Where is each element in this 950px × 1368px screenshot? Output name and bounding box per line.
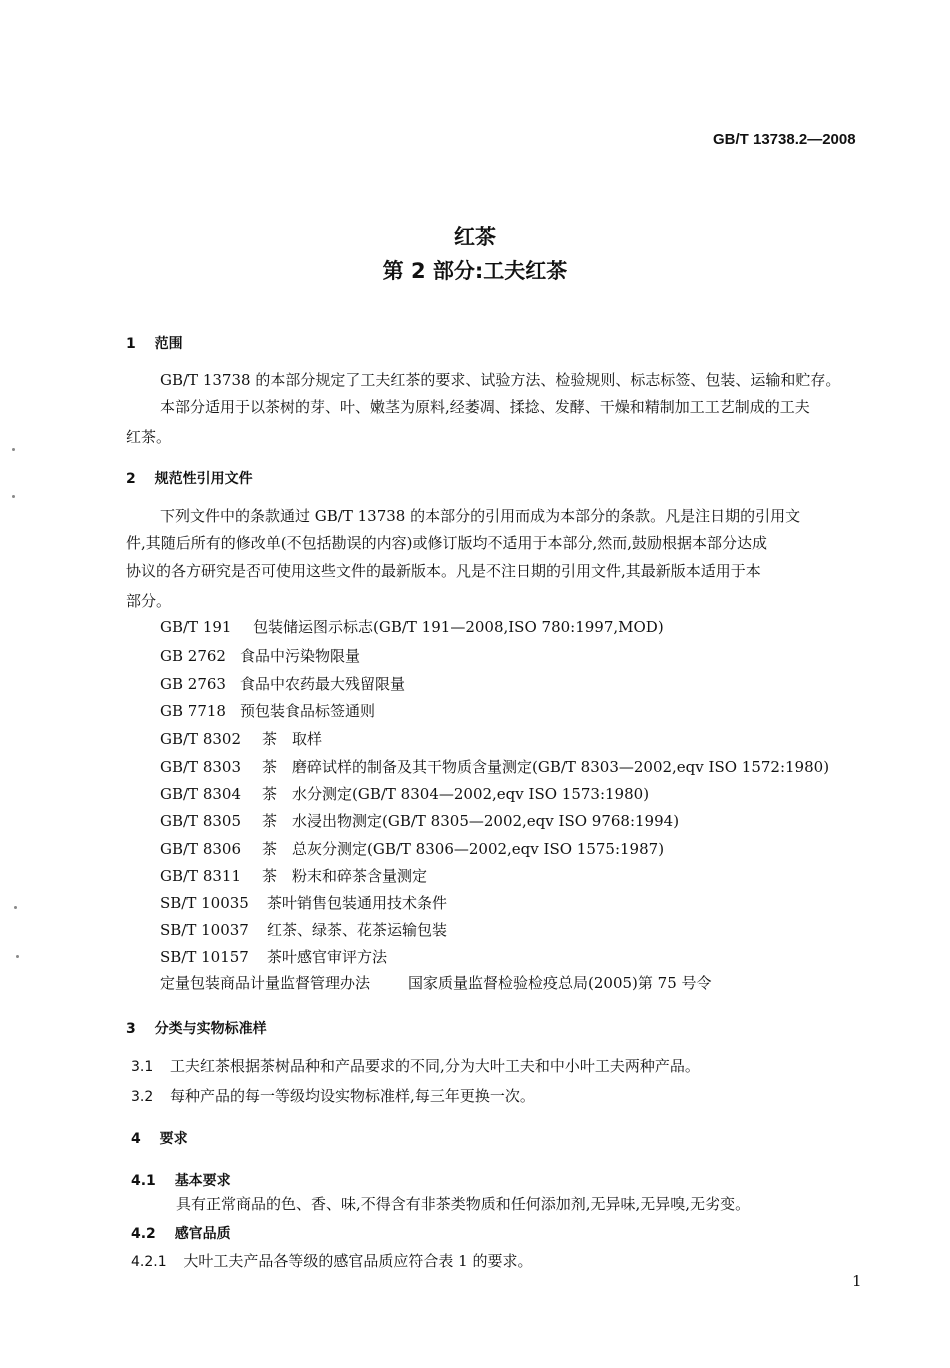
- reference-item: [160, 865, 427, 886]
- reference-code: GB 2763: [160, 675, 226, 693]
- title-line-2: 第 2 部分:工夫红茶: [382, 259, 568, 283]
- section-title: 范围: [154, 336, 183, 352]
- clause-3-2: [131, 1085, 535, 1106]
- reference-code: SB/T 10035: [160, 894, 249, 912]
- section-title: 分类与实物标准样: [154, 1021, 267, 1037]
- clause-4-2-1: [131, 1250, 533, 1271]
- paragraph: GB/T 13738 的本部分规定了工夫红茶的要求、试验方法、检验规则、标志标签、包装、运输和贮存。: [160, 371, 841, 389]
- reference-item: [160, 616, 664, 637]
- reference-code: GB 7718: [160, 702, 226, 720]
- reference-title: 预包装食品标签通则: [240, 702, 376, 720]
- subsection-number: 4.1: [131, 1173, 156, 1189]
- section-2-heading: [126, 468, 253, 488]
- reference-title: 茶 总灰分测定(GB/T 8306—2002,eqv ISO 1575:1987): [262, 840, 665, 858]
- section-3-heading: [126, 1018, 267, 1038]
- reference-code: SB/T 10037: [160, 921, 249, 939]
- reference-item: [160, 728, 322, 749]
- reference-item: [160, 838, 664, 859]
- reference-item: [160, 946, 387, 967]
- section-number: 4: [131, 1131, 141, 1147]
- reference-title: 红茶、绿茶、花茶运输包装: [267, 921, 448, 939]
- reference-item: [160, 645, 360, 666]
- clause-number: 3.2: [131, 1089, 154, 1105]
- scan-speck: [12, 448, 15, 451]
- paragraph: 具有正常商品的色、香、味,不得含有非茶类物质和任何添加剂,无异味,无异嗅,无劣变。: [176, 1195, 751, 1213]
- reference-title: 茶叶感官审评方法: [267, 948, 388, 966]
- subsection-title: 基本要求: [174, 1173, 231, 1189]
- reference-title: 茶叶销售包装通用技术条件: [267, 894, 448, 912]
- subsection-4-1-heading: [131, 1170, 231, 1190]
- reference-title: 食品中污染物限量: [240, 647, 361, 665]
- clause-text: 工夫红茶根据茶树品种和产品要求的不同,分为大叶工夫和中小叶工夫两种产品。: [170, 1057, 700, 1075]
- section-4-heading: [131, 1128, 188, 1148]
- reference-code: GB/T 8306: [160, 840, 242, 858]
- standard-number: GB/T 13738.2—2008: [713, 131, 856, 148]
- reference-code: SB/T 10157: [160, 948, 249, 966]
- subsection-number: 4.2: [131, 1226, 156, 1242]
- clause-3-1: [131, 1055, 700, 1076]
- reference-item: [160, 783, 649, 804]
- reference-code: GB/T 8303: [160, 758, 242, 776]
- paragraph: 本部分适用于以茶树的芽、叶、嫩茎为原料,经萎凋、揉捻、发酵、干燥和精制加工工艺制成的工夫: [160, 398, 810, 416]
- scan-speck: [12, 495, 15, 498]
- reference-title: 包装储运图示标志(GB/T 191—2008,ISO 780:1997,MOD): [253, 618, 664, 636]
- reference-code: GB/T 8302: [160, 730, 242, 748]
- reference-title: 茶 取样: [262, 730, 323, 748]
- reference-title: 茶 水浸出物测定(GB/T 8305—2002,eqv ISO 9768:1994): [262, 812, 680, 830]
- subsection-title: 感官品质: [174, 1226, 231, 1242]
- scan-speck: [14, 906, 17, 909]
- section-1-heading: [126, 333, 183, 353]
- section-number: 1: [126, 336, 136, 352]
- reference-item: [160, 700, 375, 721]
- reference-code: GB/T 8304: [160, 785, 242, 803]
- clause-number: 4.2.1: [131, 1254, 167, 1270]
- reference-item: [160, 919, 447, 940]
- clause-number: 3.1: [131, 1059, 154, 1075]
- reference-item: [160, 673, 405, 694]
- scan-speck: [16, 955, 19, 958]
- reference-item: [160, 892, 447, 913]
- clause-text: 每种产品的每一等级均设实物标准样,每三年更换一次。: [170, 1087, 535, 1105]
- paragraph: 红茶。: [126, 428, 172, 446]
- reference-code: GB/T 8305: [160, 812, 242, 830]
- clause-text: 大叶工夫产品各等级的感官品质应符合表 1 的要求。: [183, 1252, 533, 1270]
- subsection-4-2-heading: [131, 1223, 231, 1243]
- reference-code: 定量包装商品计量监督管理办法: [160, 974, 371, 992]
- paragraph: 部分。: [126, 592, 172, 610]
- reference-title: 茶 水分测定(GB/T 8304—2002,eqv ISO 1573:1980): [262, 785, 650, 803]
- section-number: 2: [126, 471, 136, 487]
- reference-title: 食品中农药最大残留限量: [240, 675, 406, 693]
- reference-title: 茶 磨碎试样的制备及其干物质含量测定(GB/T 8303—2002,eqv ISO 1572:1980): [262, 758, 830, 776]
- reference-code: GB 2762: [160, 647, 226, 665]
- reference-title: 国家质量监督检验检疫总局(2005)第 75 号令: [408, 974, 712, 992]
- reference-code: GB/T 8311: [160, 867, 242, 885]
- page-number: 1: [852, 1272, 862, 1290]
- section-title: 规范性引用文件: [154, 471, 253, 487]
- paragraph: 下列文件中的条款通过 GB/T 13738 的本部分的引用而成为本部分的条款。凡是注日期的引用文: [160, 507, 801, 525]
- reference-item: [160, 810, 679, 831]
- section-title: 要求: [159, 1131, 188, 1147]
- reference-title: 茶 粉末和碎茶含量测定: [262, 867, 428, 885]
- section-number: 3: [126, 1021, 136, 1037]
- reference-item: [160, 756, 829, 777]
- title-line-1: 红茶: [454, 225, 496, 249]
- paragraph: 件,其随后所有的修改单(不包括勘误的内容)或修订版均不适用于本部分,然而,鼓励根据本部分达成: [126, 534, 768, 552]
- paragraph: 协议的各方研究是否可使用这些文件的最新版本。凡是不注日期的引用文件,其最新版本适用于本: [126, 562, 761, 580]
- reference-code: GB/T 191: [160, 618, 232, 636]
- reference-item: [160, 972, 712, 993]
